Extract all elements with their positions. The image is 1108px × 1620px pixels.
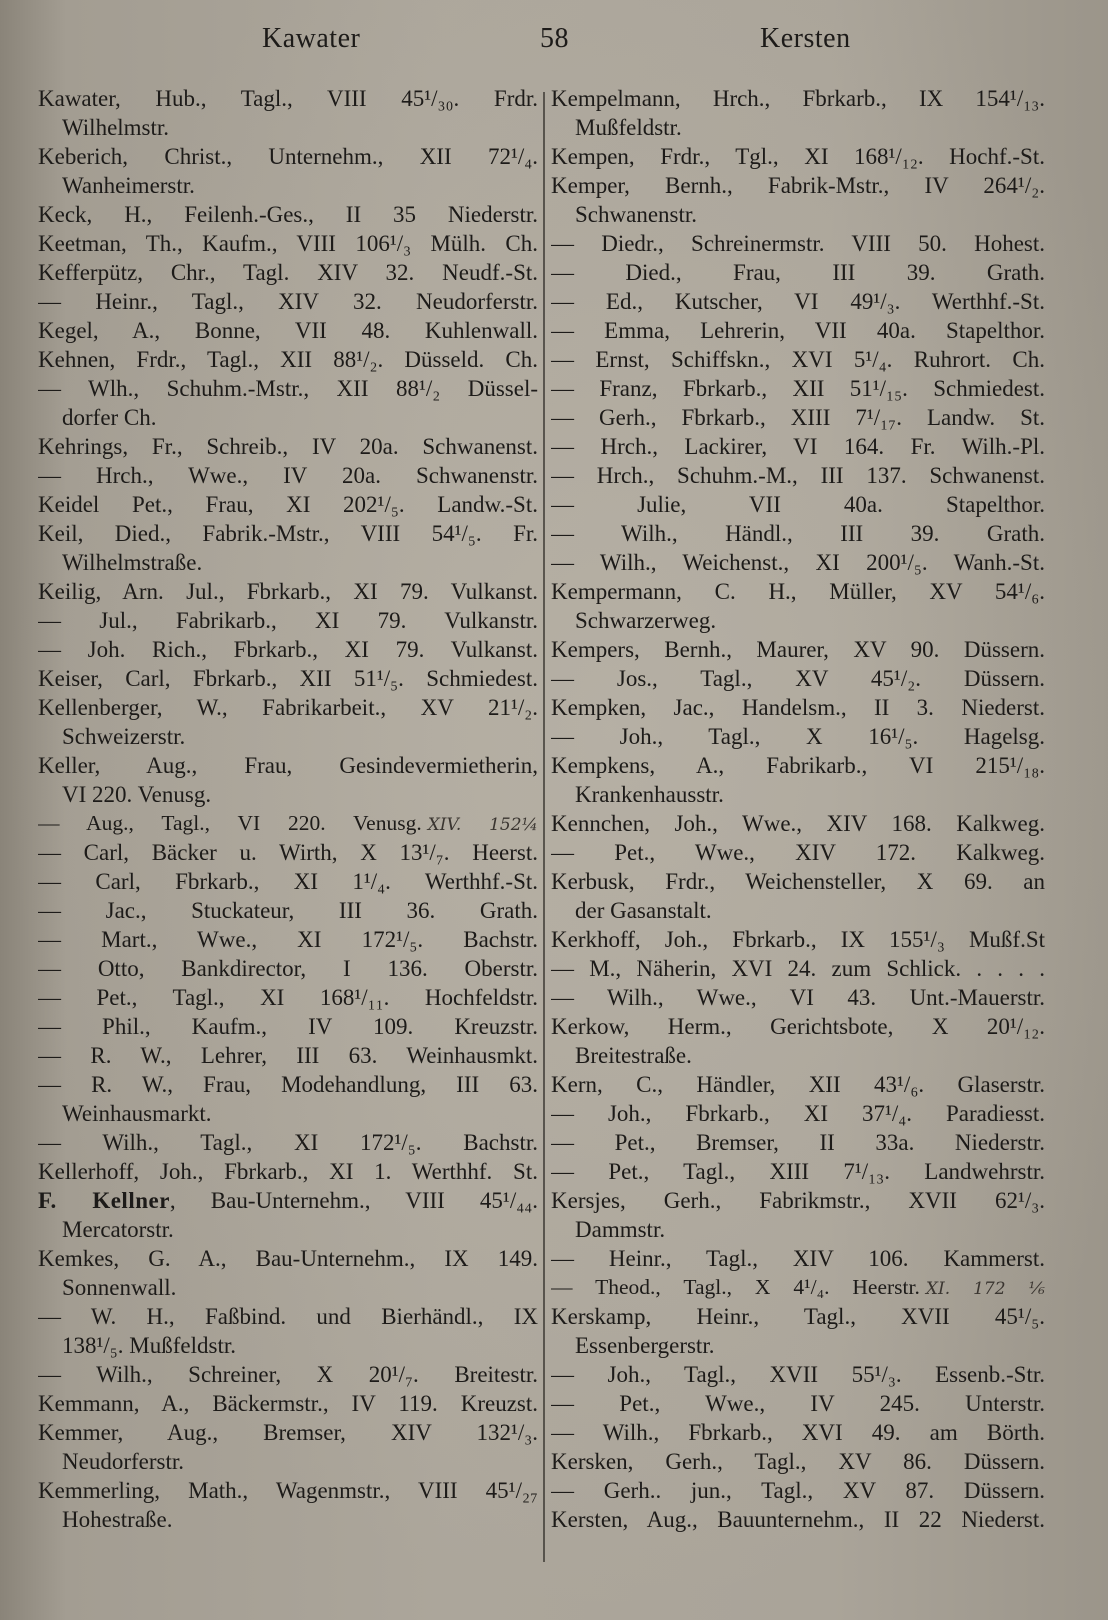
entry-text: Keller, Aug., Frau, Gesindevermietherin, <box>38 753 538 778</box>
entry-first-line <box>38 751 538 780</box>
directory-entry <box>551 1244 1045 1273</box>
entry-first-line <box>551 1070 1045 1099</box>
entry-first-line <box>38 1070 538 1099</box>
entry-text: Kefferpütz, Chr., Tagl. XIV 32. Neudf.-St. <box>38 260 538 285</box>
directory-entry <box>551 1418 1045 1447</box>
entry-first-line <box>551 403 1045 432</box>
entry-text: Sonnenwall. <box>62 1275 177 1300</box>
directory-entry <box>38 374 538 432</box>
entry-first-line <box>551 1360 1045 1389</box>
entry-text: Kemper, Bernh., Fabrik-Mstr., IV 264¹/₂. <box>551 173 1045 198</box>
directory-entry <box>551 1476 1045 1505</box>
page-number: 58 <box>540 23 569 54</box>
entry-first-line <box>38 577 538 606</box>
entry-text: Kersken, Gerh., Tagl., XV 86. Düssern. <box>551 1449 1045 1474</box>
entry-text: — Emma, Lehrerin, VII 40a. Stapelthor. <box>551 318 1045 343</box>
entry-first-line <box>38 287 538 316</box>
entry-text: Kempers, Bernh., Maurer, XV 90. Düssern. <box>551 637 1045 662</box>
entry-first-line <box>551 925 1045 954</box>
directory-entry <box>38 606 538 635</box>
entry-text: Krankenhausstr. <box>575 782 724 807</box>
entry-text: Keetman, Th., Kaufm., VIII 106¹/₃ Mülh. Ch. <box>38 231 538 256</box>
directory-entry <box>551 403 1045 432</box>
entry-text: — Heinr., Tagl., XIV 106. Kammerst. <box>551 1246 1045 1271</box>
directory-entry <box>38 1157 538 1186</box>
directory-entry <box>551 142 1045 171</box>
entry-first-line <box>551 664 1045 693</box>
directory-entry <box>38 229 538 258</box>
directory-entry <box>38 925 538 954</box>
entry-continuation-line <box>38 113 538 142</box>
entry-text: Kemmer, Aug., Bremser, XIV 132¹/₃. <box>38 1420 538 1445</box>
entry-name-bold: F. Kellner <box>38 1188 170 1213</box>
directory-entry <box>551 1186 1045 1244</box>
entry-text: — Ed., Kutscher, VI 49¹/₃. Werthhf.-St. <box>551 289 1045 314</box>
entry-continuation-line <box>551 200 1045 229</box>
entry-text: Kerkow, Herm., Gerichtsbote, X 20¹/₁₂. <box>551 1014 1045 1039</box>
directory-entry <box>38 258 538 287</box>
entry-text: der Gasanstalt. <box>575 898 712 923</box>
entry-continuation-line <box>38 1331 538 1360</box>
running-head-left: Kawater <box>262 23 361 54</box>
entry-text: Schweizerstr. <box>62 724 186 749</box>
directory-entry <box>551 838 1045 867</box>
entry-continuation-line <box>38 1505 538 1534</box>
entry-first-line <box>38 345 538 374</box>
entry-text: Keiser, Carl, Fbrkarb., XII 51¹/₅. Schmiedest. <box>38 666 538 691</box>
entry-text: — Pet., Tagl., XI 168¹/₁₁. Hochfeldstr. <box>38 985 538 1010</box>
entry-text: — Carl, Fbrkarb., XI 1¹/₄. Werthhf.-St. <box>38 869 538 894</box>
entry-first-line <box>551 461 1045 490</box>
entry-first-line <box>38 490 538 519</box>
entry-first-line <box>551 838 1045 867</box>
entry-text: dorfer Ch. <box>62 405 157 430</box>
entry-first-line <box>38 1041 538 1070</box>
entry-first-line <box>38 1012 538 1041</box>
entry-first-line <box>551 635 1045 664</box>
entry-first-line <box>551 142 1045 171</box>
entry-first-line <box>38 954 538 983</box>
entry-first-line <box>38 1476 538 1505</box>
entry-text: — Diedr., Schreinermstr. VIII 50. Hohest. <box>551 231 1045 256</box>
entry-text: Kellenberger, W., Fabrikarbeit., XV 21¹/₂. <box>38 695 538 720</box>
entry-text: , Bau-Unternehm., VIII 45¹/₄₄. <box>169 1188 538 1213</box>
entry-first-line <box>551 374 1045 403</box>
directory-entry <box>38 1244 538 1302</box>
running-head-right: Kersten <box>760 23 851 54</box>
directory-entry <box>38 200 538 229</box>
entry-text: Kempermann, C. H., Müller, XV 54¹/₆. <box>551 579 1045 604</box>
directory-entry <box>38 809 538 838</box>
entry-first-line <box>38 461 538 490</box>
directory-entry <box>551 1505 1045 1534</box>
directory-entry <box>38 664 538 693</box>
entry-text: Kawater, Hub., Tagl., VIII 45¹/₃₀. Frdr. <box>38 86 538 111</box>
directory-entry <box>551 1360 1045 1389</box>
entry-continuation-line <box>38 1447 538 1476</box>
entry-first-line <box>551 1099 1045 1128</box>
column-divider <box>543 92 545 1562</box>
entry-first-line <box>551 519 1045 548</box>
entry-text: Wanheimerstr. <box>62 173 195 198</box>
directory-entry <box>551 664 1045 693</box>
entry-first-line <box>551 345 1045 374</box>
entry-first-line <box>38 316 538 345</box>
directory-entry <box>38 1128 538 1157</box>
entry-text: Keidel Pet., Frau, XI 202¹/₅. Landw.-St. <box>38 492 538 517</box>
directory-entry <box>38 1186 538 1244</box>
entry-text: Kemmann, A., Bäckermstr., IV 119. Kreuzst. <box>38 1391 538 1416</box>
entry-first-line <box>38 1186 538 1215</box>
entry-text: Keberich, Christ., Unternehm., XII 72¹/₄. <box>38 144 538 169</box>
entry-first-line <box>38 258 538 287</box>
entry-first-line <box>551 1273 1045 1302</box>
entry-first-line <box>38 606 538 635</box>
entry-text: Wilhelmstr. <box>62 115 170 140</box>
entry-text: — Jos., Tagl., XV 45¹/₂. Düssern. <box>551 666 1045 691</box>
entry-text: — Joh. Rich., Fbrkarb., XI 79. Vulkanst. <box>38 637 538 662</box>
entry-text: — Joh., Tagl., X 16¹/₅. Hagelsg. <box>551 724 1045 749</box>
entry-text: Kehrings, Fr., Schreib., IV 20a. Schwanenst. <box>38 434 538 459</box>
directory-entry <box>38 1418 538 1476</box>
entry-first-line <box>38 519 538 548</box>
entry-text: Keck, H., Feilenh.-Ges., II 35 Niederstr. <box>38 202 538 227</box>
directory-entry <box>551 954 1045 983</box>
entry-text: — Wilh., Weichenst., XI 200¹/₅. Wanh.-St. <box>551 550 1045 575</box>
entry-text: Kemkes, G. A., Bau-Unternehm., IX 149. <box>38 1246 538 1271</box>
entry-continuation-line <box>551 1215 1045 1244</box>
directory-entry <box>38 751 538 809</box>
entry-first-line <box>551 1012 1045 1041</box>
directory-entry <box>551 1302 1045 1360</box>
directory-entry <box>551 809 1045 838</box>
entry-text: Schwarzerweg. <box>575 608 717 633</box>
entry-text: — Wilh., Händl., III 39. Grath. <box>551 521 1045 546</box>
entry-text: Kersjes, Gerh., Fabrikmstr., XVII 62¹/₃. <box>551 1188 1045 1213</box>
entry-first-line <box>38 1360 538 1389</box>
entry-first-line <box>38 925 538 954</box>
entry-text: Dammstr. <box>575 1217 666 1242</box>
entry-continuation-line <box>38 1215 538 1244</box>
entry-first-line <box>38 983 538 1012</box>
directory-entry <box>551 374 1045 403</box>
directory-entry <box>551 635 1045 664</box>
entry-first-line <box>38 84 538 113</box>
entry-first-line <box>551 954 1045 983</box>
directory-entry <box>38 1302 538 1360</box>
directory-entry <box>38 867 538 896</box>
entry-text: Kegel, A., Bonne, VII 48. Kuhlenwall. <box>38 318 538 343</box>
entry-first-line <box>551 1186 1045 1215</box>
directory-entry <box>38 635 538 664</box>
directory-entry <box>551 287 1045 316</box>
entry-text: — Joh., Fbrkarb., XI 37¹/₄. Paradiesst. <box>551 1101 1045 1126</box>
directory-entry <box>38 345 538 374</box>
entry-text: — R. W., Frau, Modehandlung, III 63. <box>38 1072 538 1097</box>
directory-entry <box>551 171 1045 229</box>
directory-entry <box>38 432 538 461</box>
entry-continuation-line <box>551 113 1045 142</box>
entry-continuation-line <box>551 780 1045 809</box>
entry-continuation-line <box>38 548 538 577</box>
entry-first-line <box>551 1418 1045 1447</box>
entry-text: Essenbergerstr. <box>575 1333 715 1358</box>
entry-first-line <box>551 1476 1045 1505</box>
directory-entry <box>551 84 1045 142</box>
directory-entry <box>38 1389 538 1418</box>
entry-text: — Theod., Tagl., X 4¹/₄. Heerstr. <box>551 1275 920 1299</box>
directory-entry <box>551 867 1045 925</box>
entry-first-line <box>551 693 1045 722</box>
entry-first-line <box>38 838 538 867</box>
left-column <box>38 84 538 1534</box>
entry-text: — Wilh., Wwe., VI 43. Unt.-Mauerstr. <box>551 985 1045 1010</box>
entry-first-line <box>551 490 1045 519</box>
entry-first-line <box>551 722 1045 751</box>
entry-first-line <box>551 983 1045 1012</box>
entry-first-line <box>551 432 1045 461</box>
directory-entry <box>38 838 538 867</box>
directory-entry <box>551 722 1045 751</box>
directory-entry <box>551 519 1045 548</box>
directory-entry <box>551 1157 1045 1186</box>
entry-first-line <box>551 1389 1045 1418</box>
entry-text: Kellerhoff, Joh., Fbrkarb., XI 1. Werthhf. St. <box>38 1159 538 1184</box>
entry-first-line <box>38 142 538 171</box>
entry-text: Breitestraße. <box>575 1043 692 1068</box>
directory-entry <box>38 84 538 142</box>
entry-first-line <box>38 1389 538 1418</box>
entry-continuation-line <box>551 896 1045 925</box>
entry-first-line <box>38 664 538 693</box>
directory-entry <box>38 1476 538 1534</box>
entry-text: Wilhelmstraße. <box>62 550 203 575</box>
directory-entry <box>38 896 538 925</box>
entry-first-line <box>38 896 538 925</box>
directory-entry <box>38 693 538 751</box>
entry-first-line <box>38 374 538 403</box>
directory-entry <box>38 316 538 345</box>
entry-continuation-line <box>551 606 1045 635</box>
entry-text: — Died., Frau, III 39. Grath. <box>551 260 1045 285</box>
entry-first-line <box>551 809 1045 838</box>
entry-text: Kerbusk, Frdr., Weichensteller, X 69. an <box>551 869 1045 894</box>
entry-text: — Franz, Fbrkarb., XII 51¹/₁₅. Schmiedest. <box>551 376 1045 401</box>
directory-entry <box>551 1012 1045 1070</box>
entry-first-line <box>38 432 538 461</box>
entry-text: VI 220. Venusg. <box>62 782 212 807</box>
entry-first-line <box>38 1157 538 1186</box>
right-column <box>551 84 1045 1534</box>
entry-text: — W. H., Faßbind. und Bierhändl., IX <box>38 1304 538 1329</box>
directory-entry <box>551 577 1045 635</box>
directory-entry <box>38 1041 538 1070</box>
directory-entry <box>38 1070 538 1128</box>
directory-entry <box>551 1389 1045 1418</box>
handwritten-annotation: XI. 172 ⅙ <box>925 1279 1045 1299</box>
directory-entry <box>551 1273 1045 1302</box>
directory-entry <box>551 983 1045 1012</box>
entry-first-line <box>551 751 1045 780</box>
entry-text: Kempken, Jac., Handelsm., II 3. Niederst. <box>551 695 1045 720</box>
entry-continuation-line <box>38 171 538 200</box>
entry-text: Mercatorstr. <box>62 1217 174 1242</box>
entry-text: — Wilh., Schreiner, X 20¹/₇. Breitestr. <box>38 1362 538 1387</box>
entry-text: Kempelmann, Hrch., Fbrkarb., IX 154¹/₁₃. <box>551 86 1045 111</box>
directory-entry <box>38 983 538 1012</box>
entry-text: — Gerh., Fbrkarb., XIII 7¹/₁₇. Landw. St. <box>551 405 1045 430</box>
entry-first-line <box>38 1418 538 1447</box>
directory-entry <box>551 345 1045 374</box>
entry-first-line <box>551 229 1045 258</box>
entry-first-line <box>38 1244 538 1273</box>
entry-text: Kerskamp, Heinr., Tagl., XVII 45¹/₅. <box>551 1304 1045 1329</box>
entry-text: Kempkens, A., Fabrikarb., VI 215¹/₁₈. <box>551 753 1045 778</box>
directory-entry <box>551 432 1045 461</box>
handwritten-annotation: XIV. 152¼ <box>427 815 538 835</box>
entry-text: Neudorferstr. <box>62 1449 184 1474</box>
entry-first-line <box>551 258 1045 287</box>
directory-entry <box>551 1099 1045 1128</box>
entry-text: — Pet., Bremser, II 33a. Niederstr. <box>551 1130 1045 1155</box>
entry-continuation-line <box>551 1041 1045 1070</box>
entry-first-line <box>551 867 1045 896</box>
entry-first-line <box>38 693 538 722</box>
directory-entry <box>38 519 538 577</box>
directory-entry <box>551 461 1045 490</box>
entry-text: Keil, Died., Fabrik.-Mstr., VIII 54¹/₅. Fr. <box>38 521 538 546</box>
entry-first-line <box>551 316 1045 345</box>
entry-text: Kern, C., Händler, XII 43¹/₆. Glaserstr. <box>551 1072 1045 1097</box>
entry-text: — Otto, Bankdirector, I 136. Oberstr. <box>38 956 538 981</box>
entry-first-line <box>38 229 538 258</box>
entry-text: — Carl, Bäcker u. Wirth, X 13¹/₇. Heerst. <box>38 840 538 865</box>
entry-text: — Aug., Tagl., VI 220. Venusg. <box>38 811 422 835</box>
entry-text: — Joh., Tagl., XVII 55¹/₃. Essenb.-Str. <box>551 1362 1045 1387</box>
directory-entry <box>551 693 1045 722</box>
directory-entry <box>38 1360 538 1389</box>
entry-text: Kemmerling, Math., Wagenmstr., VIII 45¹/₂₇ <box>38 1478 538 1503</box>
entry-text: — Hrch., Wwe., IV 20a. Schwanenstr. <box>38 463 538 488</box>
entry-text: Weinhausmarkt. <box>62 1101 212 1126</box>
entry-continuation-line <box>38 722 538 751</box>
entry-text: — Wlh., Schuhm.-Mstr., XII 88¹/₂ Düssel- <box>38 376 538 401</box>
directory-entry <box>551 1070 1045 1099</box>
directory-entry <box>551 258 1045 287</box>
directory-entry <box>551 316 1045 345</box>
entry-continuation-line <box>38 1099 538 1128</box>
entry-first-line <box>38 1128 538 1157</box>
entry-first-line <box>551 171 1045 200</box>
entry-first-line <box>551 1447 1045 1476</box>
entry-first-line <box>551 287 1045 316</box>
directory-entry <box>551 751 1045 809</box>
entry-first-line <box>38 867 538 896</box>
entry-text: — Pet., Wwe., XIV 172. Kalkweg. <box>551 840 1045 865</box>
directory-entry <box>38 461 538 490</box>
entry-text: — Julie, VII 40a. Stapelthor. <box>551 492 1045 517</box>
directory-entry <box>551 548 1045 577</box>
entry-text: — Mart., Wwe., XI 172¹/₅. Bachstr. <box>38 927 538 952</box>
directory-entry <box>38 954 538 983</box>
entry-text: — Hrch., Lackirer, VI 164. Fr. Wilh.-Pl. <box>551 434 1045 459</box>
entry-text: — Wilh., Tagl., XI 172¹/₅. Bachstr. <box>38 1130 538 1155</box>
entry-text: — R. W., Lehrer, III 63. Weinhausmkt. <box>38 1043 538 1068</box>
entry-text: — M., Näherin, XVI 24. zum Schlick. . . . . <box>551 956 1045 981</box>
entry-continuation-line <box>38 1273 538 1302</box>
directory-entry <box>38 577 538 606</box>
entry-text: — Phil., Kaufm., IV 109. Kreuzstr. <box>38 1014 538 1039</box>
entry-first-line <box>551 1505 1045 1534</box>
entry-text: Mußfeldstr. <box>575 115 682 140</box>
entry-text: Kempen, Frdr., Tgl., XI 168¹/₁₂. Hochf.-St. <box>551 144 1045 169</box>
entry-text: Kennchen, Joh., Wwe., XIV 168. Kalkweg. <box>551 811 1045 836</box>
entry-text: — Ernst, Schiffskn., XVI 5¹/₄. Ruhrort. Ch. <box>551 347 1045 372</box>
directory-entry <box>38 1012 538 1041</box>
entry-text: 138¹/₅. Mußfeldstr. <box>62 1333 236 1358</box>
entry-continuation-line <box>38 780 538 809</box>
directory-entry <box>551 925 1045 954</box>
entry-text: Keilig, Arn. Jul., Fbrkarb., XI 79. Vulkanst. <box>38 579 538 604</box>
entry-text: — Hrch., Schuhm.-M., III 137. Schwanenst. <box>551 463 1045 488</box>
entry-text: — Pet., Tagl., XIII 7¹/₁₃. Landwehrstr. <box>551 1159 1045 1184</box>
directory-entry <box>551 1447 1045 1476</box>
entry-first-line <box>551 577 1045 606</box>
entry-text: Schwanenstr. <box>575 202 698 227</box>
entry-first-line <box>551 84 1045 113</box>
entry-first-line <box>551 1128 1045 1157</box>
entry-continuation-line <box>38 403 538 432</box>
directory-entry <box>551 490 1045 519</box>
entry-text: Hohestraße. <box>62 1507 173 1532</box>
entry-first-line <box>38 200 538 229</box>
entry-text: — Wilh., Fbrkarb., XVI 49. am Börth. <box>551 1420 1045 1445</box>
directory-entry <box>38 490 538 519</box>
entry-text: Kerkhoff, Joh., Fbrkarb., IX 155¹/₃ Mußf.St <box>551 927 1045 952</box>
entry-first-line <box>38 809 538 838</box>
entry-first-line <box>38 1302 538 1331</box>
entry-first-line <box>551 1244 1045 1273</box>
entry-continuation-line <box>551 1331 1045 1360</box>
entry-text: Kersten, Aug., Bauunternehm., II 22 Niederst. <box>551 1507 1045 1532</box>
entry-first-line <box>551 1157 1045 1186</box>
entry-text: — Gerh.. jun., Tagl., XV 87. Düssern. <box>551 1478 1045 1503</box>
directory-entry <box>38 287 538 316</box>
entry-text: — Heinr., Tagl., XIV 32. Neudorferstr. <box>38 289 538 314</box>
entry-first-line <box>551 1302 1045 1331</box>
directory-entry <box>551 229 1045 258</box>
entry-first-line <box>38 635 538 664</box>
directory-entry <box>38 142 538 200</box>
entry-text: Kehnen, Frdr., Tagl., XII 88¹/₂. Düsseld. Ch. <box>38 347 538 372</box>
entry-text: — Jul., Fabrikarb., XI 79. Vulkanstr. <box>38 608 538 633</box>
entry-first-line <box>551 548 1045 577</box>
directory-entry <box>551 1128 1045 1157</box>
entry-text: — Pet., Wwe., IV 245. Unterstr. <box>551 1391 1045 1416</box>
entry-text: — Jac., Stuckateur, III 36. Grath. <box>38 898 538 923</box>
